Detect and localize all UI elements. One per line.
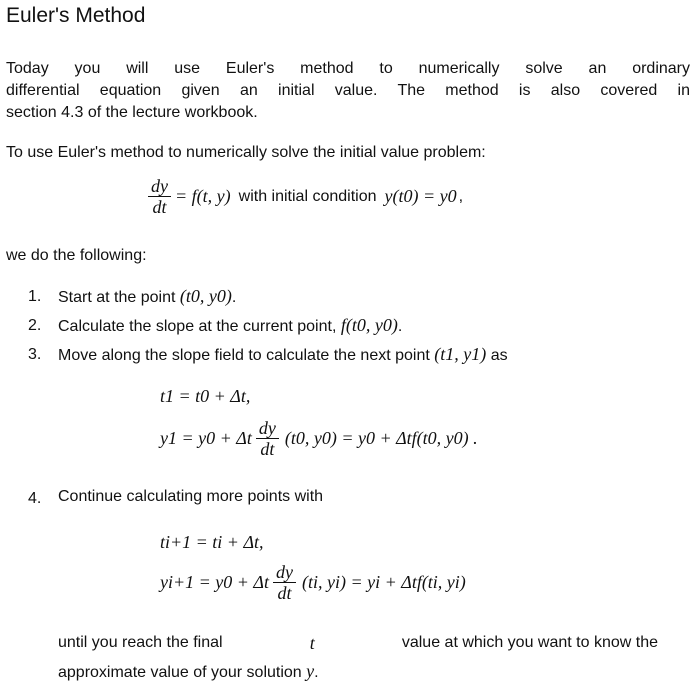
step-4-eq-t: ti+1 = ti + Δt, bbox=[160, 532, 264, 552]
closing-line-2-end: . bbox=[314, 664, 319, 681]
step-3-eq-line-1 bbox=[160, 386, 250, 407]
ivp-deriv-den: dt bbox=[152, 197, 167, 217]
intro-line-3: section 4.3 of the lecture workbook. bbox=[6, 104, 258, 121]
step-4-deriv-den: dt bbox=[277, 583, 292, 603]
step-4-eq-line-2 bbox=[160, 562, 466, 603]
closing-paragraph bbox=[58, 632, 658, 684]
ivp-trailing: , bbox=[458, 187, 464, 205]
closing-var-t: t bbox=[309, 633, 315, 653]
ivp-rhs: = f(t, y) bbox=[175, 186, 231, 206]
closing-line-2-a: approximate value of your solution bbox=[58, 664, 302, 681]
step-3-eq-t: t1 = t0 + Δt, bbox=[160, 386, 251, 406]
step-3-text: Move along the slope field to calculate the next point bbox=[58, 347, 430, 364]
step-3-number: 3. bbox=[28, 346, 42, 363]
step-2-number: 2. bbox=[28, 317, 42, 334]
step-2-end: . bbox=[397, 318, 403, 335]
step-3-eq-y-left: y1 = y0 + Δt bbox=[160, 428, 252, 448]
closing-line-2 bbox=[58, 660, 658, 684]
ivp-derivative bbox=[148, 176, 171, 217]
setup-text: To use Euler's method to numerically solve the initial value problem: bbox=[6, 144, 486, 161]
step-3-math: (t1, y1) bbox=[434, 344, 487, 364]
step-4-eq-line-1 bbox=[160, 532, 264, 553]
step-4 bbox=[58, 488, 323, 506]
step-3-deriv-den: dt bbox=[260, 439, 275, 459]
ivp-condition-text: with initial condition bbox=[238, 187, 377, 205]
closing-var-y: y bbox=[306, 661, 315, 681]
page-title: Euler's Method bbox=[6, 4, 146, 27]
step-2-math: f(t0, y0) bbox=[340, 315, 398, 335]
step-2-text: Calculate the slope at the current point, bbox=[58, 318, 337, 335]
ivp-condition-math: y(t0) = y0 bbox=[384, 186, 457, 206]
intro-line-1: Today you will use Euler's method to numerically solve an ordinary bbox=[6, 60, 690, 77]
step-3-eq-line-2 bbox=[160, 418, 478, 459]
step-4-derivative bbox=[273, 562, 296, 603]
step-4-deriv-num: dy bbox=[273, 562, 296, 583]
step-4-text: Continue calculating more points with bbox=[58, 488, 324, 505]
intro-paragraph bbox=[6, 58, 690, 124]
step-3-end: as bbox=[490, 347, 508, 364]
step-3 bbox=[58, 344, 508, 365]
ivp-deriv-num: dy bbox=[148, 176, 171, 197]
step-1-end: . bbox=[231, 289, 237, 306]
step-1-number: 1. bbox=[28, 288, 42, 305]
intro-line-2: differential equation given an initial value. The method is also covered in bbox=[6, 82, 690, 99]
closing-line-1-b: value at which you want to know the bbox=[401, 634, 658, 651]
step-3-deriv-num: dy bbox=[256, 418, 279, 439]
step-2 bbox=[58, 315, 402, 336]
closing-line-1-a: until you reach the final bbox=[58, 634, 223, 651]
step-1-text: Start at the point bbox=[58, 289, 176, 306]
step-4-eq-y-right: (ti, yi) = yi + Δtf(ti, yi) bbox=[301, 572, 466, 592]
step-1-math: (t0, y0) bbox=[179, 286, 232, 306]
step-4-number: 4. bbox=[28, 490, 42, 507]
step-3-eq-y-right: (t0, y0) = y0 + Δtf(t0, y0) . bbox=[284, 428, 478, 448]
step-4-eq-y-left: yi+1 = y0 + Δt bbox=[160, 572, 269, 592]
closing-line-1 bbox=[58, 632, 658, 654]
step-3-derivative bbox=[256, 418, 279, 459]
follow-text: we do the following: bbox=[6, 247, 147, 264]
ivp-equation bbox=[148, 176, 463, 217]
step-1 bbox=[58, 286, 236, 307]
